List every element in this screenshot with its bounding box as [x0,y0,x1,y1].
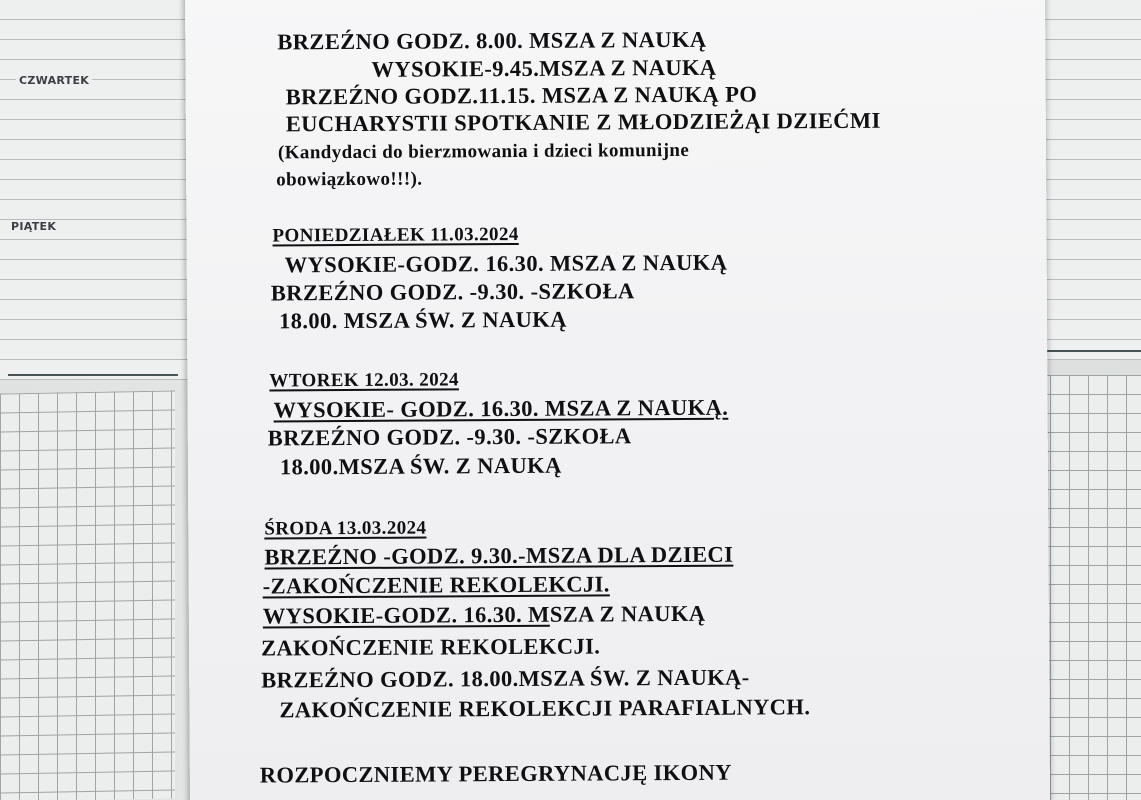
notice-line-rest: SZA Z NAUKĄ [549,600,706,627]
day-label-friday: PIĄTEK [8,220,59,233]
planner-sheet-left [0,0,200,380]
notice-line: 18.00. MSZA ŚW. Z NAUKĄ [278,306,567,334]
notice-line: BRZEŹNO GODZ. -9.30. -SZKOŁA [270,278,635,306]
day-heading-wednesday: ŚRODA 13.03.2024 [264,517,427,540]
notice-line: BRZEŹNO GODZ. -9.30. -SZKOŁA [267,423,632,451]
notice-line: WYSOKIE- GODZ. 16.30. MSZA Z NAUKĄ. [273,394,729,423]
planner-divider [8,374,178,376]
notice-line: (Kandydaci do bierzmowania i dzieci komunijne [277,139,690,164]
notice-line-split [262,600,706,629]
notice-line: obowiązkowo!!!). [276,168,423,191]
day-heading-monday: PONIEDZIAŁEK 11.03.2024 [272,223,519,247]
notice-line: BRZEŹNO -GODZ. 9.30.-MSZA DLA DZIECI [264,541,734,570]
notice-line: BRZEŹNO GODZ. 8.00. MSZA Z NAUKĄ [277,26,707,55]
notice-line: ROZPOCZNIEMY PEREGRYNACJĘ IKONY [259,759,732,788]
notice-line: 18.00.MSZA ŚW. Z NAUKĄ [279,452,562,480]
notice-line-underlined-part: WYSOKIE-GODZ. 16.30. M [262,601,550,629]
notice-line: WYSOKIE-GODZ. 16.30. MSZA Z NAUKĄ [284,249,728,278]
notice-line: ZAKOŃCZENIE REKOLEKCJI. [260,633,601,661]
notice-line: ZAKOŃCZENIE REKOLEKCJI PARAFIALNYCH. [279,694,811,723]
notice-line: BRZEŹNO GODZ. 18.00.MSZA ŚW. Z NAUKĄ- [261,664,750,693]
notice-line: EUCHARYSTII SPOTKANIE Z MŁODZIEŻĄI DZIEĆMI [285,107,881,137]
notice-line: -ZAKOŃCZENIE REKOLEKCJI. [262,571,610,599]
notice-line: BRZEŹNO GODZ.11.15. MSZA Z NAUKĄ PO [285,81,758,110]
day-label-thursday: CZWARTEK [16,74,92,87]
day-heading-tuesday: WTOREK 12.03. 2024 [269,369,459,392]
parish-notice-sheet [185,0,1050,800]
notice-line: WYSOKIE-9.45.MSZA Z NAUKĄ [371,54,717,82]
grid-paper-left [0,390,175,800]
